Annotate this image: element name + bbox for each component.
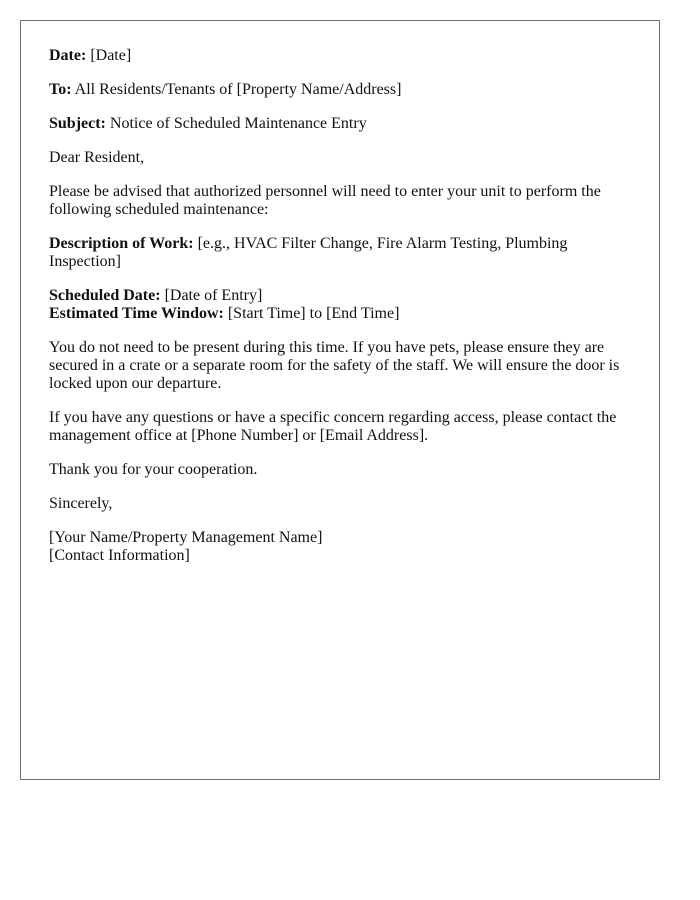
closing-line: Sincerely, — [49, 495, 113, 512]
time-window-line — [49, 305, 631, 323]
presence-paragraph: You do not need to be present during this time. If you have pets, please ensure they are secured in a crate or a separate room for the safety of the staff. We will ensure the door is locked upon our departure. — [49, 339, 620, 392]
signature-contact: [Contact Information] — [49, 547, 190, 564]
salutation: Dear Resident, — [49, 149, 145, 166]
work-description — [49, 235, 631, 271]
date-value: [Date] — [86, 47, 132, 64]
signature-name: [Your Name/Property Management Name] — [49, 529, 323, 546]
thanks-line: Thank you for your cooperation. — [49, 461, 258, 478]
date-line — [49, 47, 631, 65]
subject-value: Notice of Scheduled Maintenance Entry — [105, 115, 367, 132]
subject-label: Subject: — [49, 115, 106, 132]
scheduled-date-value: [Date of Entry] — [160, 287, 263, 304]
scheduled-date-label: Scheduled Date: — [49, 287, 161, 304]
work-value: [e.g., HVAC Filter Change, Fire Alarm Testing, Plumbing Inspection] — [49, 235, 568, 270]
scheduled-date-line — [49, 287, 631, 305]
recipient-value: All Residents/Tenants of [Property Name/Address] — [71, 81, 402, 98]
work-label: Description of Work: — [49, 235, 194, 252]
questions-paragraph: If you have any questions or have a specific concern regarding access, please contact the management office at [Phone Number] or [Email Address]. — [49, 409, 617, 444]
intro-paragraph: Please be advised that authorized personnel will need to enter your unit to perform the following scheduled maintenance: — [49, 183, 601, 218]
time-window-label: Estimated Time Window: — [49, 305, 224, 322]
time-window-value: [Start Time] to [End Time] — [223, 305, 400, 322]
date-label: Date: — [49, 47, 87, 64]
recipient-line — [49, 81, 631, 99]
recipient-label: To: — [49, 81, 72, 98]
letter-page — [20, 20, 660, 780]
subject-line — [49, 115, 631, 133]
